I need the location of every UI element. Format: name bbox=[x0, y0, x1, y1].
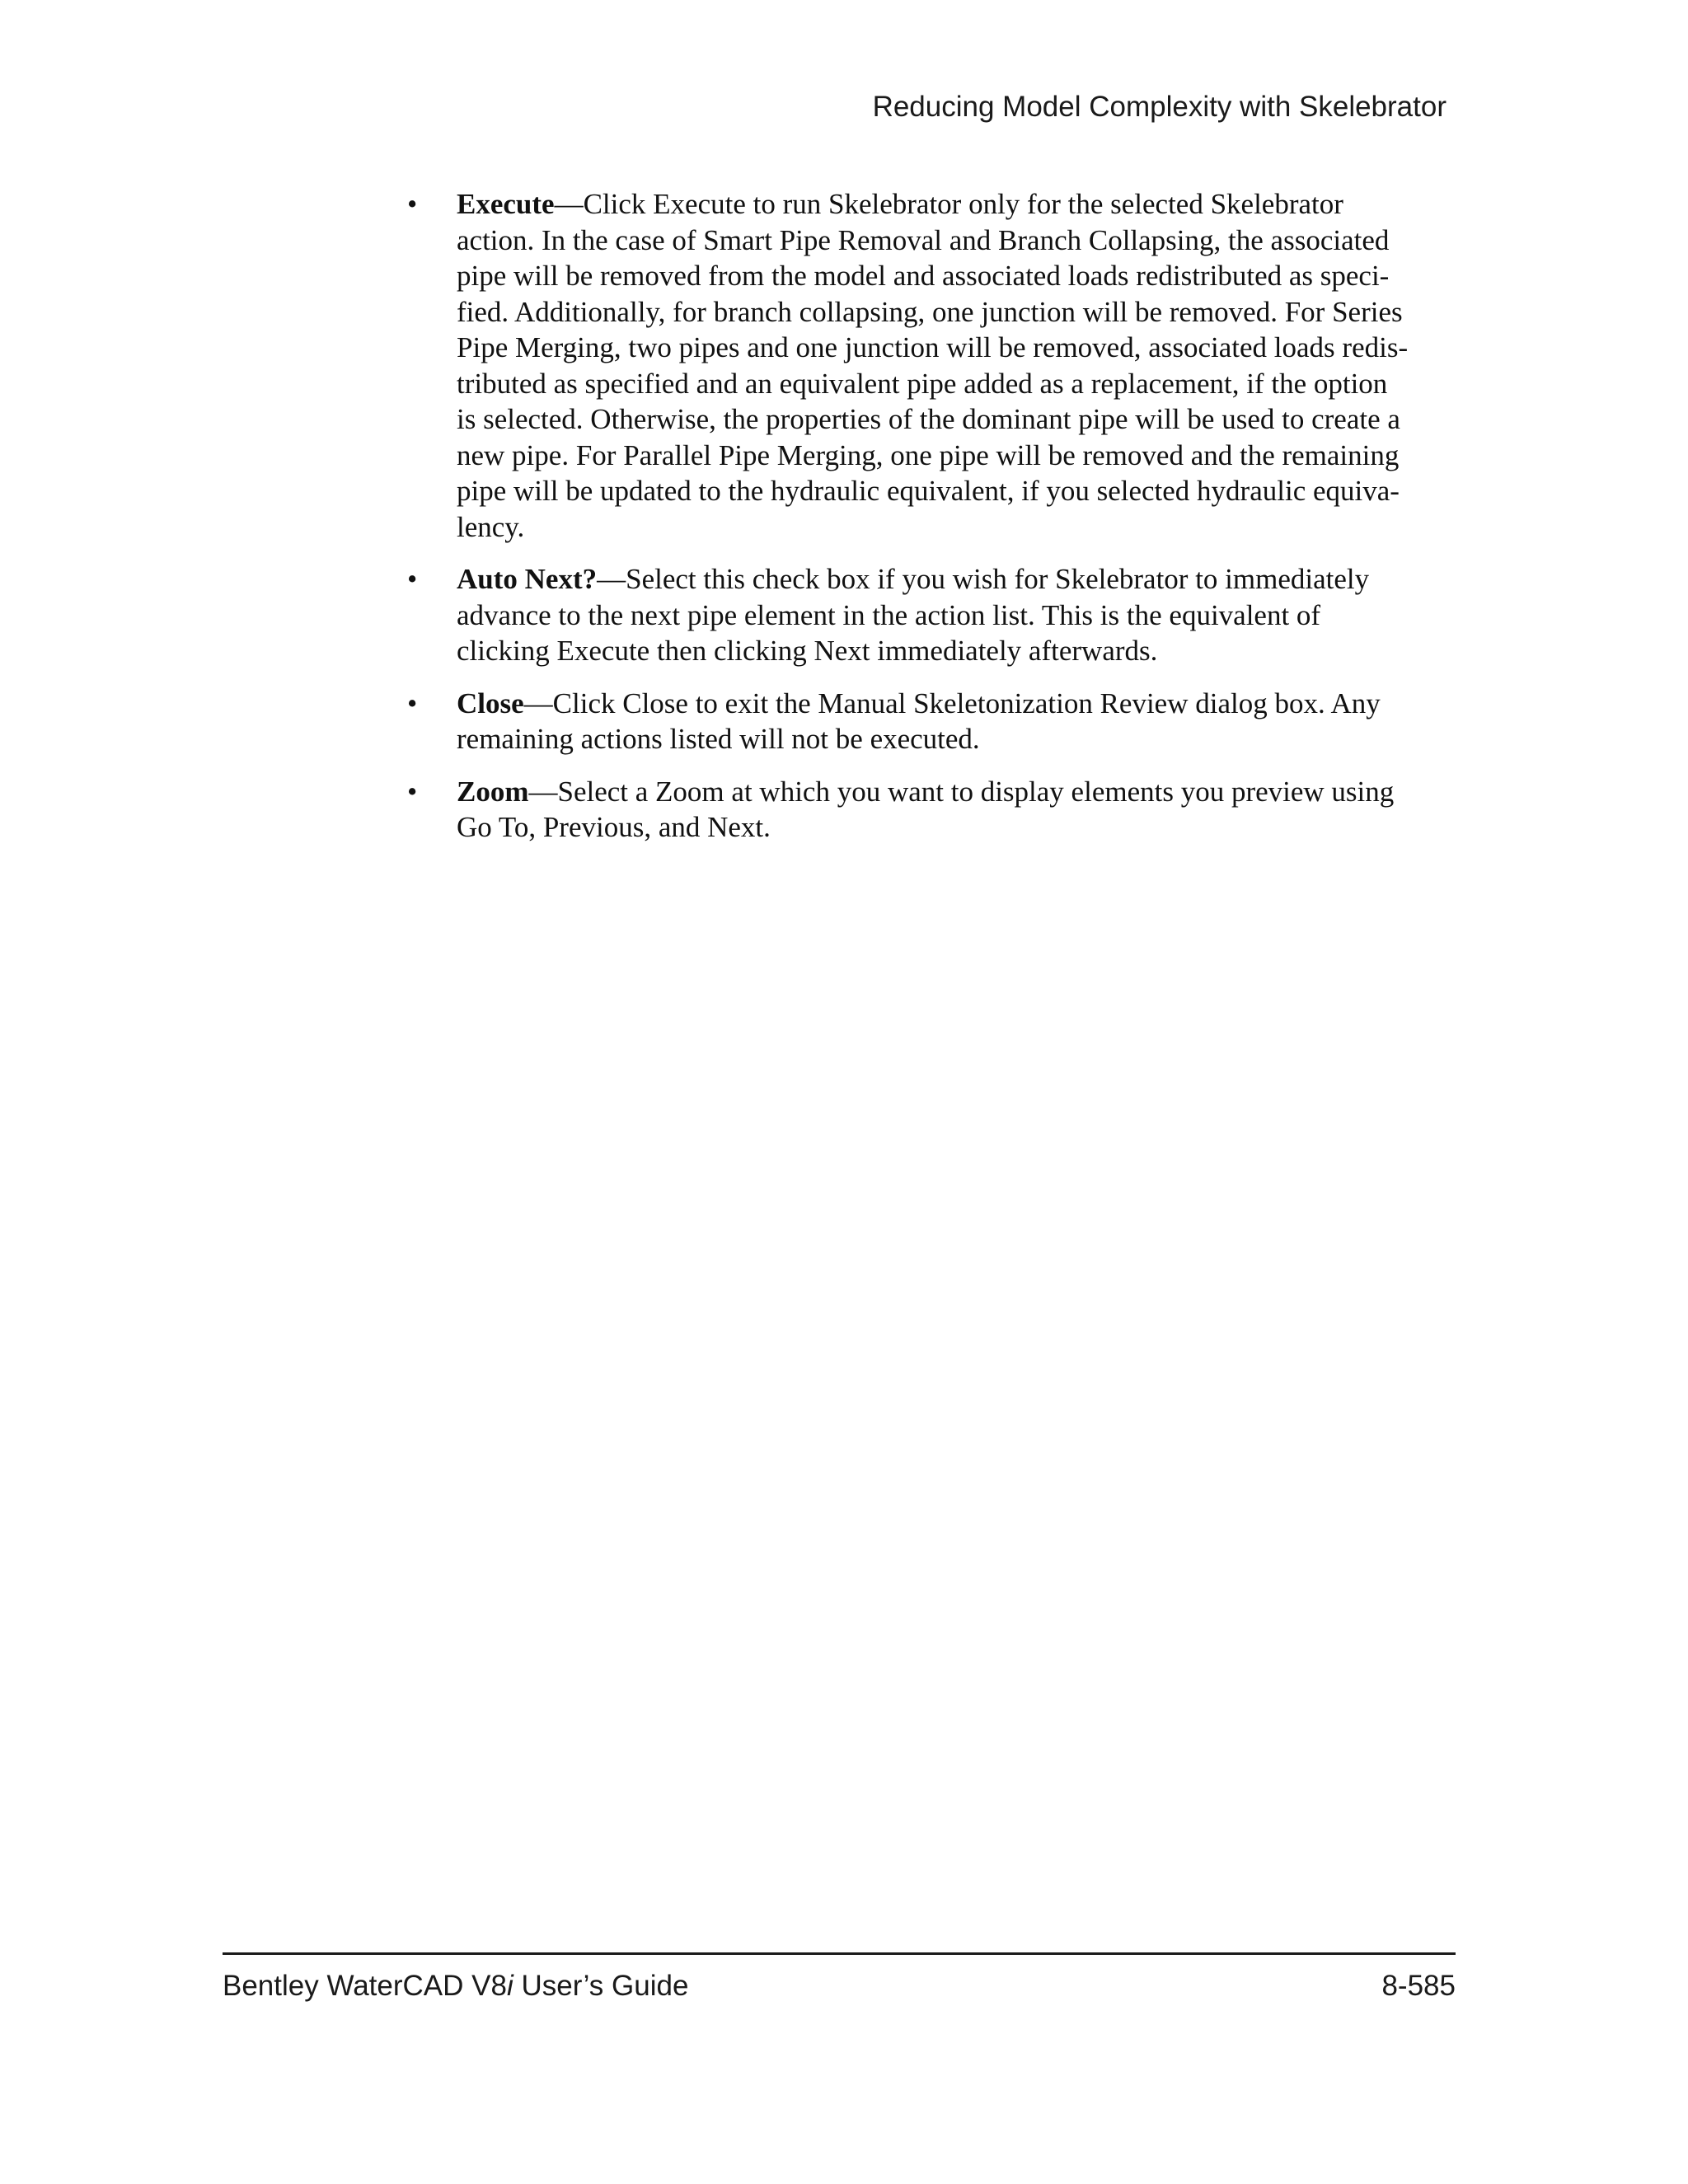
guide-title-italic: i bbox=[506, 1970, 513, 2002]
bullet-icon: • bbox=[407, 687, 418, 719]
list-item-auto-next bbox=[407, 561, 1456, 669]
description-line: new pipe. For Parallel Pipe Merging, one pipe will be removed and the remaining bbox=[457, 438, 1400, 471]
description-line: is selected. Otherwise, the properties of the dominant pipe will be used to create a bbox=[457, 403, 1400, 435]
description-line: Select this check box if you wish for Skelebrator to immediately bbox=[626, 563, 1370, 595]
description-line: Click Execute to run Skelebrator only for the selected Skelebrator bbox=[583, 188, 1343, 220]
em-dash: — bbox=[554, 188, 584, 220]
list-item-body bbox=[457, 774, 1456, 846]
em-dash: — bbox=[597, 563, 626, 595]
term-execute: Execute bbox=[457, 188, 555, 220]
description-line: action. In the case of Smart Pipe Removal and Branch Collapsing, the associated bbox=[457, 223, 1390, 256]
description-line: Go To, Previous, and Next. bbox=[457, 811, 771, 843]
bullet-list bbox=[407, 186, 1456, 862]
list-item-body bbox=[457, 186, 1456, 545]
term-zoom: Zoom bbox=[457, 775, 529, 808]
em-dash: — bbox=[523, 687, 553, 719]
list-item-execute bbox=[407, 186, 1456, 545]
bullet-icon: • bbox=[407, 563, 418, 595]
footer-divider bbox=[223, 1952, 1456, 1955]
page-number: 8-585 bbox=[1381, 1970, 1456, 2002]
description-line: pipe will be removed from the model and associated loads redistributed as speci- bbox=[457, 260, 1390, 292]
term-auto-next: Auto Next? bbox=[457, 563, 598, 595]
list-item-close bbox=[407, 686, 1456, 757]
guide-title-prefix: Bentley WaterCAD V8 bbox=[223, 1970, 507, 2002]
list-item-body bbox=[457, 686, 1456, 757]
description-line: Pipe Merging, two pipes and one junction will be removed, associated loads redis- bbox=[457, 331, 1409, 363]
bullet-icon: • bbox=[407, 775, 418, 808]
page-header-title: Reducing Model Complexity with Skelebrator bbox=[872, 91, 1447, 123]
guide-title-suffix: User’s Guide bbox=[513, 1970, 689, 2002]
description-line: fied. Additionally, for branch collapsing, one junction will be removed. For Series bbox=[457, 295, 1403, 328]
list-item-body bbox=[457, 561, 1456, 669]
description-line: tributed as specified and an equivalent pipe added as a replacement, if the option bbox=[457, 367, 1388, 400]
description-line: pipe will be updated to the hydraulic equivalent, if you selected hydraulic equiva- bbox=[457, 475, 1400, 507]
bullet-icon: • bbox=[407, 188, 418, 220]
footer-guide-title bbox=[223, 1966, 688, 2006]
term-close: Close bbox=[457, 687, 524, 719]
description-line: lency. bbox=[457, 510, 525, 543]
description-line: remaining actions listed will not be executed. bbox=[457, 723, 980, 755]
description-line: Select a Zoom at which you want to display elements you preview using bbox=[557, 775, 1395, 808]
description-line: Click Close to exit the Manual Skeletonization Review dialog box. Any bbox=[552, 687, 1381, 719]
description-line: clicking Execute then clicking Next immediately afterwards. bbox=[457, 635, 1158, 667]
list-item-zoom bbox=[407, 774, 1456, 846]
em-dash: — bbox=[528, 775, 558, 808]
description-line: advance to the next pipe element in the action list. This is the equivalent of bbox=[457, 598, 1321, 631]
